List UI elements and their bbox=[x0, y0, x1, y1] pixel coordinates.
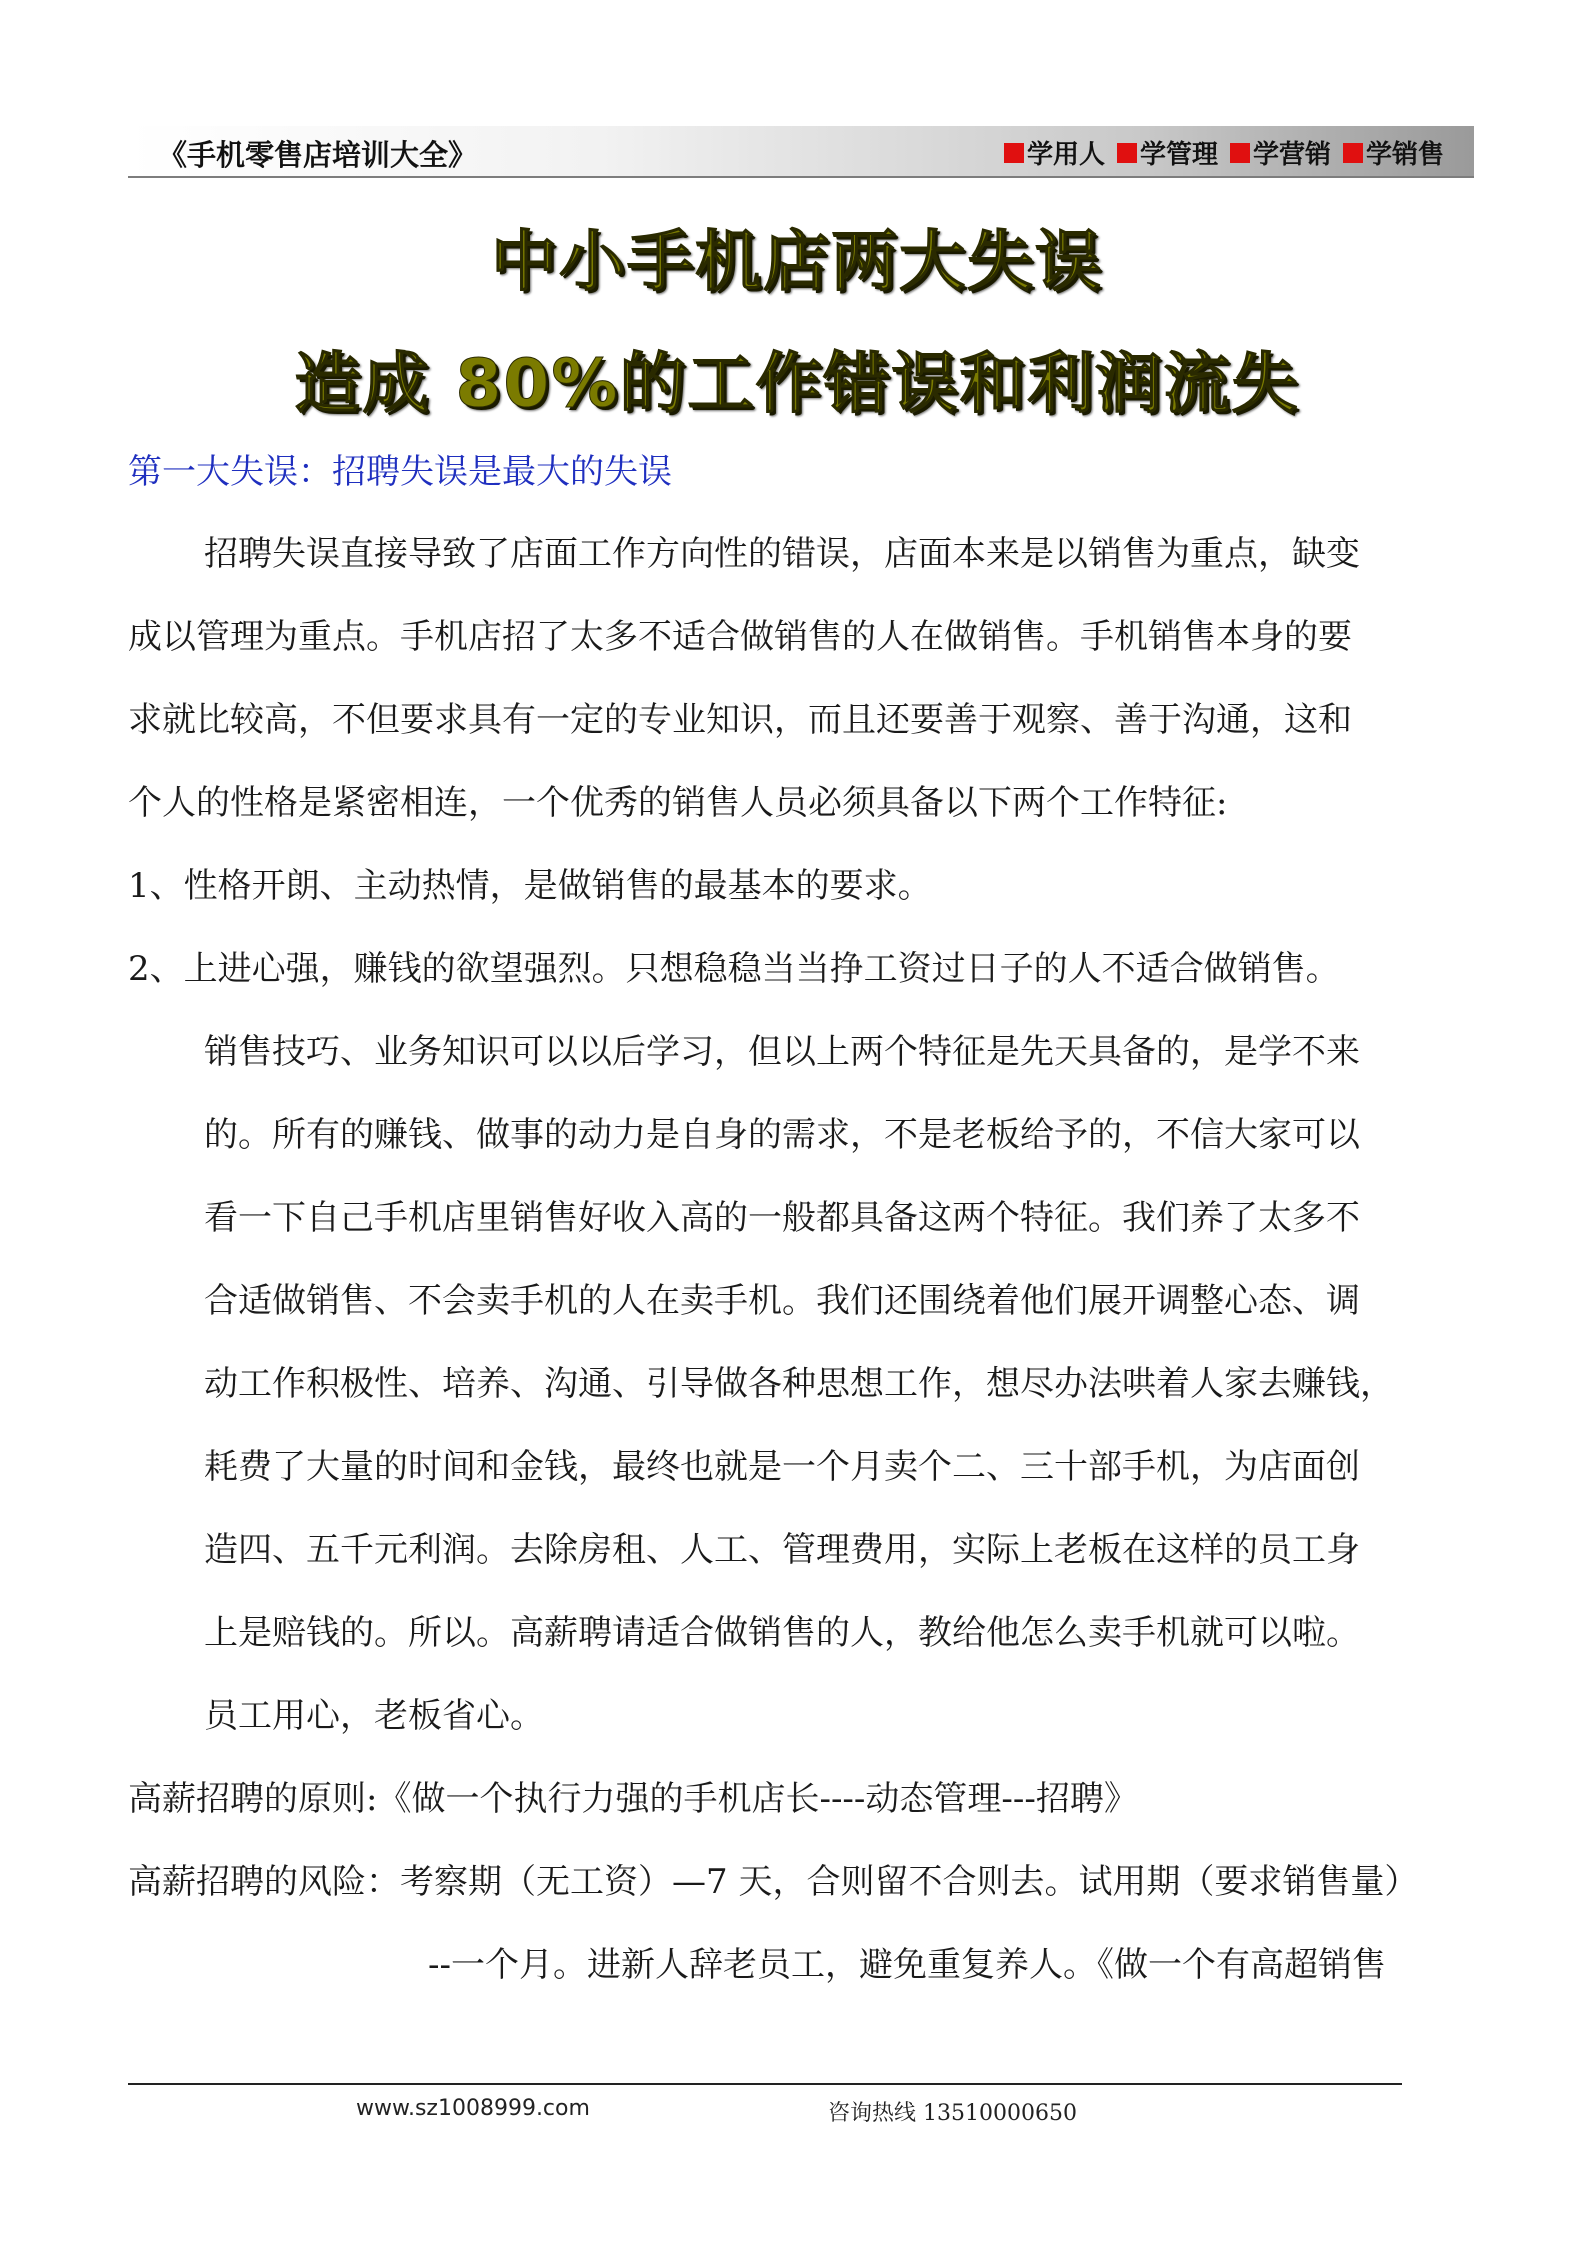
paragraph-line: 高薪招聘的原则:《做一个执行力强的手机店长----动态管理---招聘》 bbox=[128, 1779, 1138, 1819]
paragraph-line: 造四、五千元利润。去除房租、人工、管理费用，实际上老板在这样的员工身 bbox=[204, 1530, 1360, 1570]
red-square-icon bbox=[1343, 143, 1363, 163]
paragraph-line: 动工作积极性、培养、沟通、引导做各种思想工作，想尽办法哄着人家去赚钱， bbox=[204, 1364, 1394, 1404]
paragraph-line: 员工用心，老板省心。 bbox=[204, 1696, 544, 1736]
header-tag-label: 学销售 bbox=[1365, 140, 1444, 170]
main-title-line-2: 造成 80%的工作错误和利润流失 bbox=[294, 345, 1300, 422]
list-item: 1、性格开朗、主动热情，是做销售的最基本的要求。 bbox=[128, 866, 932, 906]
paragraph-line: 高薪招聘的风险：考察期（无工资）—7 天，合则留不合则去。试用期（要求销售量） bbox=[128, 1862, 1419, 1902]
paragraph-line: --一个月。进新人辞老员工，避免重复养人。《做一个有高超销售 bbox=[428, 1945, 1386, 1985]
paragraph-line: 成以管理为重点。手机店招了太多不适合做销售的人在做销售。手机销售本身的要 bbox=[128, 617, 1352, 657]
red-square-icon bbox=[1117, 143, 1137, 163]
header-tag bbox=[1117, 134, 1218, 171]
paragraph-line: 的。所有的赚钱、做事的动力是自身的需求，不是老板给予的，不信大家可以 bbox=[204, 1115, 1360, 1155]
red-square-icon bbox=[1004, 143, 1024, 163]
header-tag-label: 学营销 bbox=[1252, 140, 1331, 170]
footer-website: www.sz1008999.com bbox=[356, 2096, 590, 2121]
paragraph-line: 合适做销售、不会卖手机的人在卖手机。我们还围绕着他们展开调整心态、调 bbox=[204, 1281, 1360, 1321]
header-tag-label: 学用人 bbox=[1026, 140, 1105, 170]
page-header bbox=[128, 126, 1474, 178]
book-title: 《手机零售店培训大全》 bbox=[158, 138, 478, 172]
header-tag bbox=[1230, 134, 1331, 171]
header-tag bbox=[1343, 134, 1444, 171]
paragraph-line: 销售技巧、业务知识可以以后学习，但以上两个特征是先天具备的，是学不来 bbox=[204, 1032, 1360, 1072]
paragraph-line: 上是赔钱的。所以。高薪聘请适合做销售的人，教给他怎么卖手机就可以啦。 bbox=[204, 1613, 1360, 1653]
paragraph-line: 耗费了大量的时间和金钱，最终也就是一个月卖个二、三十部手机，为店面创 bbox=[204, 1447, 1360, 1487]
header-tag-label: 学管理 bbox=[1139, 140, 1218, 170]
paragraph-line: 个人的性格是紧密相连，一个优秀的销售人员必须具备以下两个工作特征: bbox=[128, 783, 1228, 823]
footer-hotline: 咨询热线 13510000650 bbox=[828, 2101, 1077, 2126]
paragraph-line: 看一下自己手机店里销售好收入高的一般都具备这两个特征。我们养了太多不 bbox=[204, 1198, 1360, 1238]
header-tags bbox=[1004, 134, 1444, 171]
header-tag bbox=[1004, 134, 1105, 171]
paragraph-line: 求就比较高，不但要求具有一定的专业知识，而且还要善于观察、善于沟通，这和 bbox=[128, 700, 1352, 740]
paragraph-line: 招聘失误直接导致了店面工作方向性的错误，店面本来是以销售为重点，缺变 bbox=[204, 534, 1360, 574]
section-heading: 第一大失误：招聘失误是最大的失误 bbox=[128, 452, 672, 492]
footer-divider bbox=[128, 2083, 1402, 2085]
main-title-line-1: 中小手机店两大失误 bbox=[491, 223, 1103, 300]
list-item: 2、上进心强，赚钱的欲望强烈。只想稳稳当当挣工资过日子的人不适合做销售。 bbox=[128, 949, 1340, 989]
red-square-icon bbox=[1230, 143, 1250, 163]
